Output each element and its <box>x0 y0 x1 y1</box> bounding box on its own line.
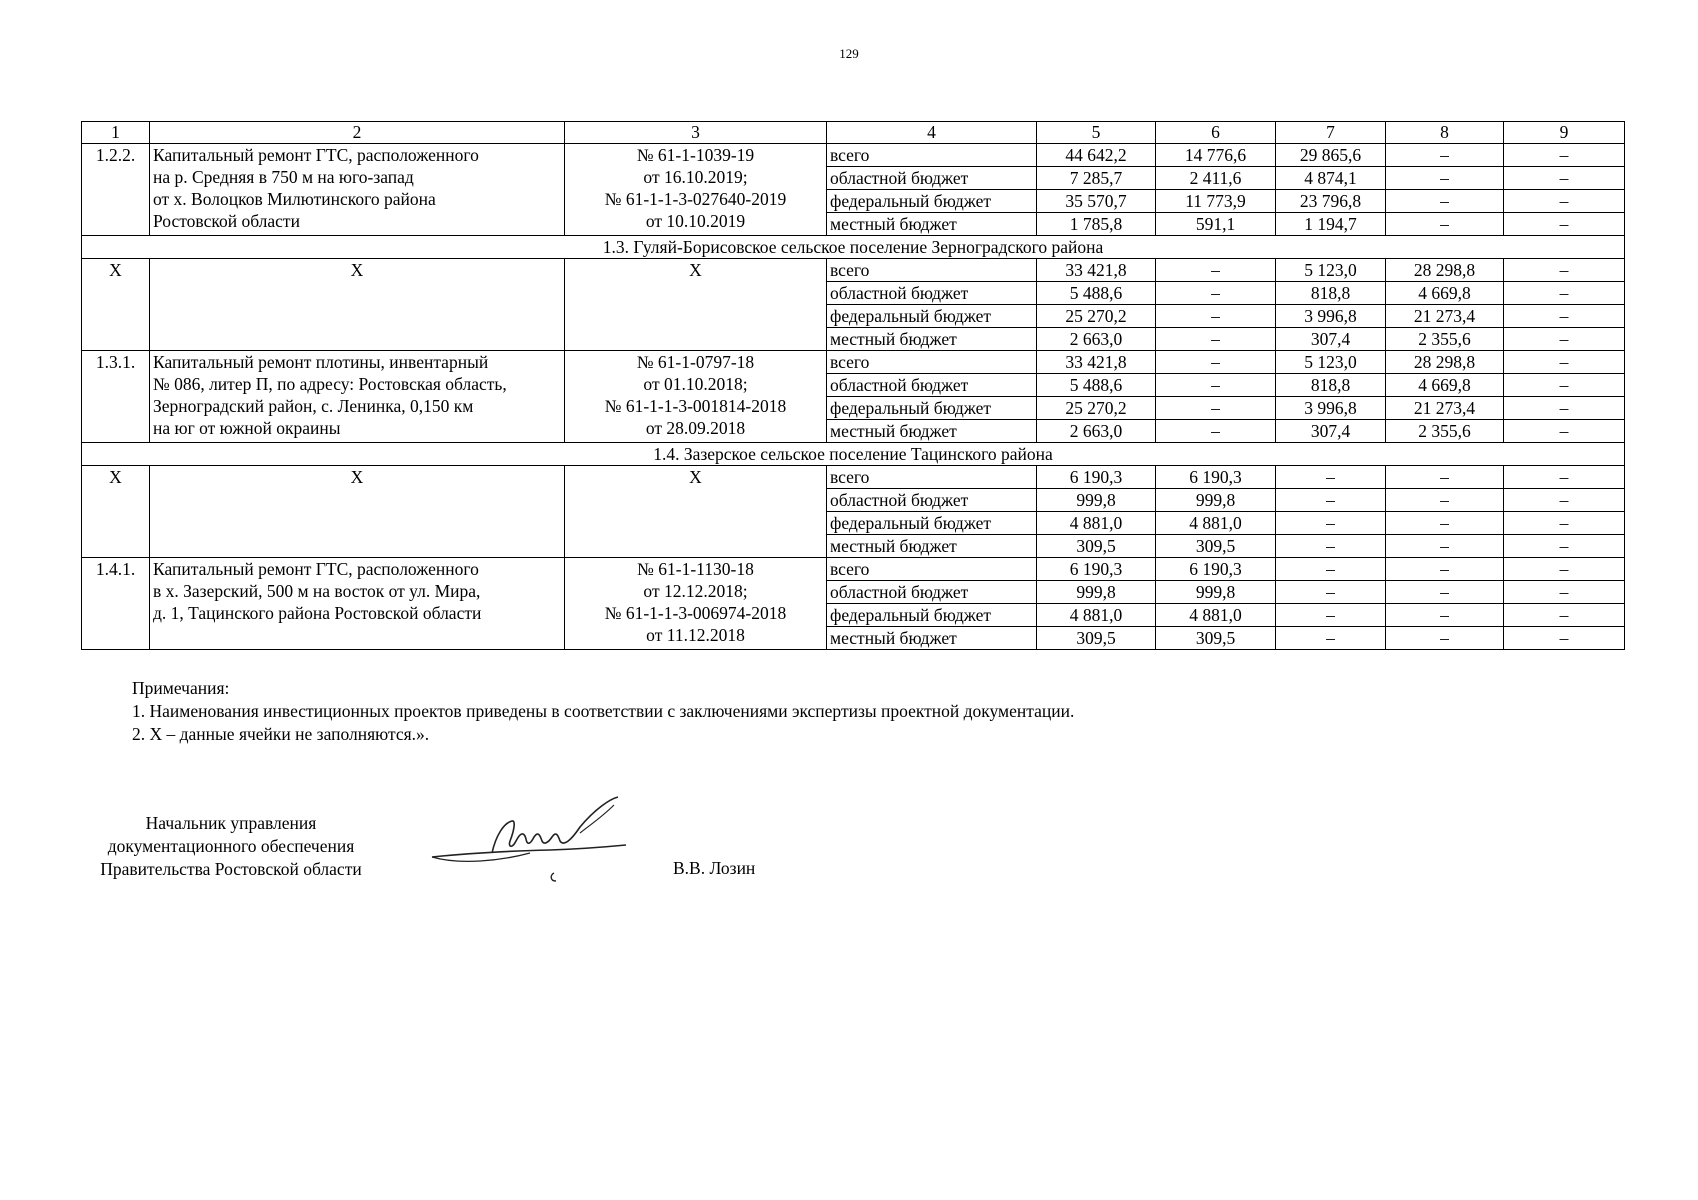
amount-value: 44 642,2 <box>1037 144 1156 167</box>
empty-value: – <box>1504 374 1625 397</box>
column-header: 8 <box>1386 122 1504 144</box>
project-number: 1.3.1. <box>82 351 150 443</box>
empty-value: – <box>1386 144 1504 167</box>
project-document-line: № 61-1-1-3-001814-2018 <box>604 396 787 416</box>
amount-value: 309,5 <box>1037 535 1156 558</box>
amount-value: 4 669,8 <box>1386 374 1504 397</box>
empty-value: – <box>1276 466 1386 489</box>
amount-value: 4 881,0 <box>1037 604 1156 627</box>
project-document-line: от 10.10.2019 <box>645 211 746 231</box>
project-number: 1.2.2. <box>82 144 150 236</box>
project-number: 1.4.1. <box>82 558 150 650</box>
empty-value: – <box>1504 282 1625 305</box>
amount-value: 14 776,6 <box>1156 144 1276 167</box>
empty-value: – <box>1504 627 1625 650</box>
project-document-line: № 61-1-1-3-006974-2018 <box>604 603 787 623</box>
x-mark-documents: X <box>565 259 827 351</box>
budget-category: местный бюджет <box>827 420 1037 443</box>
table-header-row <box>82 122 1625 144</box>
empty-value: – <box>1386 167 1504 190</box>
amount-value: 5 123,0 <box>1276 259 1386 282</box>
budget-category: всего <box>827 466 1037 489</box>
x-mark-documents: X <box>565 466 827 558</box>
amount-value: 2 663,0 <box>1037 328 1156 351</box>
amount-value: 5 488,6 <box>1037 282 1156 305</box>
note-item: 1. Наименования инвестиционных проектов приведены в соответствии с заключениями экспертизы проектной документации. <box>132 701 1075 721</box>
signatory-title-line: документационного обеспечения <box>107 836 355 856</box>
budget-category: всего <box>827 351 1037 374</box>
empty-value: – <box>1504 305 1625 328</box>
amount-value: 35 570,7 <box>1037 190 1156 213</box>
notes <box>132 677 1074 746</box>
project-document-line: № 61-1-0797-18 <box>636 352 755 372</box>
budget-category: всего <box>827 144 1037 167</box>
amount-value: 309,5 <box>1156 535 1276 558</box>
x-mark-number: X <box>82 466 150 558</box>
amount-value: 33 421,8 <box>1037 259 1156 282</box>
budget-category: областной бюджет <box>827 374 1037 397</box>
amount-value: 591,1 <box>1156 213 1276 236</box>
project-document-line: № 61-1-1130-18 <box>637 559 754 579</box>
empty-value: – <box>1504 144 1625 167</box>
empty-value: – <box>1276 581 1386 604</box>
amount-value: 1 194,7 <box>1276 213 1386 236</box>
project-document-line: от 11.12.2018 <box>646 625 745 645</box>
amount-value: 29 865,6 <box>1276 144 1386 167</box>
empty-value: – <box>1504 535 1625 558</box>
column-header: 9 <box>1504 122 1625 144</box>
empty-value: – <box>1386 581 1504 604</box>
empty-value: – <box>1276 512 1386 535</box>
budget-category: местный бюджет <box>827 535 1037 558</box>
empty-value: – <box>1276 604 1386 627</box>
empty-value: – <box>1276 489 1386 512</box>
project-name-line: от х. Волоцков Милютинского района <box>153 189 436 209</box>
amount-value: 7 285,7 <box>1037 167 1156 190</box>
amount-value: 5 123,0 <box>1276 351 1386 374</box>
empty-value: – <box>1386 190 1504 213</box>
project-name <box>150 558 565 650</box>
section-title: 1.4. Зазерское сельское поселение Тацинского района <box>82 443 1625 466</box>
amount-value: 6 190,3 <box>1037 466 1156 489</box>
project-name-line: д. 1, Тацинского района Ростовской области <box>153 603 482 623</box>
empty-value: – <box>1156 259 1276 282</box>
empty-value: – <box>1386 489 1504 512</box>
signatory-title <box>81 812 381 881</box>
column-header: 1 <box>82 122 150 144</box>
budget-category: федеральный бюджет <box>827 190 1037 213</box>
amount-value: 4 874,1 <box>1276 167 1386 190</box>
amount-value: 4 881,0 <box>1156 604 1276 627</box>
amount-value: 23 796,8 <box>1276 190 1386 213</box>
amount-value: 2 663,0 <box>1037 420 1156 443</box>
empty-value: – <box>1386 512 1504 535</box>
empty-value: – <box>1156 351 1276 374</box>
empty-value: – <box>1504 558 1625 581</box>
amount-value: 2 411,6 <box>1156 167 1276 190</box>
amount-value: 999,8 <box>1037 581 1156 604</box>
empty-value: – <box>1504 190 1625 213</box>
amount-value: 307,4 <box>1276 328 1386 351</box>
amount-value: 2 355,6 <box>1386 328 1504 351</box>
empty-value: – <box>1386 213 1504 236</box>
x-mark-name: X <box>150 259 565 351</box>
amount-value: 818,8 <box>1276 374 1386 397</box>
budget-category: федеральный бюджет <box>827 305 1037 328</box>
budget-category: областной бюджет <box>827 167 1037 190</box>
empty-value: – <box>1156 397 1276 420</box>
budget-category: федеральный бюджет <box>827 397 1037 420</box>
budget-table <box>81 121 1625 650</box>
project-name-line: Ростовской области <box>153 211 300 231</box>
amount-value: 21 273,4 <box>1386 397 1504 420</box>
project-document-line: от 28.09.2018 <box>645 418 746 438</box>
empty-value: – <box>1504 581 1625 604</box>
amount-value: 33 421,8 <box>1037 351 1156 374</box>
amount-value: 309,5 <box>1037 627 1156 650</box>
signatory-name: В.В. Лозин <box>673 858 756 878</box>
empty-value: – <box>1156 420 1276 443</box>
signatory-title-line: Начальник управления <box>145 813 317 833</box>
empty-value: – <box>1386 627 1504 650</box>
amount-value: 4 881,0 <box>1156 512 1276 535</box>
signatory-title-line: Правительства Ростовской области <box>100 859 362 879</box>
column-header: 4 <box>827 122 1037 144</box>
project-row <box>82 144 1625 167</box>
budget-category: местный бюджет <box>827 627 1037 650</box>
project-documents <box>565 558 827 650</box>
budget-category: областной бюджет <box>827 489 1037 512</box>
amount-value: 6 190,3 <box>1037 558 1156 581</box>
empty-value: – <box>1504 466 1625 489</box>
amount-value: 28 298,8 <box>1386 259 1504 282</box>
budget-category: областной бюджет <box>827 581 1037 604</box>
amount-value: 11 773,9 <box>1156 190 1276 213</box>
project-documents <box>565 144 827 236</box>
amount-value: 1 785,8 <box>1037 213 1156 236</box>
project-name-line: № 086, литер П, по адресу: Ростовская область, <box>153 374 507 394</box>
amount-value: 4 881,0 <box>1037 512 1156 535</box>
project-name-line: Капитальный ремонт плотины, инвентарный <box>153 352 489 372</box>
amount-value: 999,8 <box>1156 489 1276 512</box>
project-name-line: на юг от южной окраины <box>153 418 341 438</box>
page-number: 129 <box>839 46 859 61</box>
x-mark-name: X <box>150 466 565 558</box>
amount-value: 5 488,6 <box>1037 374 1156 397</box>
project-document-line: от 01.10.2018; <box>643 374 748 394</box>
empty-value: – <box>1504 259 1625 282</box>
empty-value: – <box>1276 627 1386 650</box>
project-name <box>150 351 565 443</box>
project-name <box>150 144 565 236</box>
project-name-line: Капитальный ремонт ГТС, расположенного <box>153 145 479 165</box>
summary-row <box>82 259 1625 282</box>
project-name-line: Капитальный ремонт ГТС, расположенного <box>153 559 479 579</box>
amount-value: 818,8 <box>1276 282 1386 305</box>
empty-value: – <box>1276 558 1386 581</box>
budget-category: федеральный бюджет <box>827 512 1037 535</box>
amount-value: 309,5 <box>1156 627 1276 650</box>
empty-value: – <box>1386 466 1504 489</box>
table-body <box>82 144 1625 650</box>
section-row <box>82 236 1625 259</box>
amount-value: 28 298,8 <box>1386 351 1504 374</box>
empty-value: – <box>1504 604 1625 627</box>
project-documents <box>565 351 827 443</box>
budget-category: местный бюджет <box>827 213 1037 236</box>
amount-value: 999,8 <box>1156 581 1276 604</box>
empty-value: – <box>1156 305 1276 328</box>
column-header: 2 <box>150 122 565 144</box>
notes-heading: Примечания: <box>132 678 230 698</box>
empty-value: – <box>1504 489 1625 512</box>
column-header: 6 <box>1156 122 1276 144</box>
empty-value: – <box>1386 535 1504 558</box>
empty-value: – <box>1504 512 1625 535</box>
empty-value: – <box>1276 535 1386 558</box>
empty-value: – <box>1156 374 1276 397</box>
amount-value: 2 355,6 <box>1386 420 1504 443</box>
x-mark-number: X <box>82 259 150 351</box>
budget-category: всего <box>827 259 1037 282</box>
empty-value: – <box>1156 328 1276 351</box>
empty-value: – <box>1386 558 1504 581</box>
amount-value: 4 669,8 <box>1386 282 1504 305</box>
empty-value: – <box>1386 604 1504 627</box>
empty-value: – <box>1156 282 1276 305</box>
column-header: 7 <box>1276 122 1386 144</box>
empty-value: – <box>1504 328 1625 351</box>
project-row <box>82 558 1625 581</box>
empty-value: – <box>1504 167 1625 190</box>
summary-row <box>82 466 1625 489</box>
budget-category: всего <box>827 558 1037 581</box>
amount-value: 25 270,2 <box>1037 305 1156 328</box>
project-name-line: на р. Средняя в 750 м на юго-запад <box>153 167 414 187</box>
amount-value: 999,8 <box>1037 489 1156 512</box>
project-document-line: от 16.10.2019; <box>643 167 748 187</box>
amount-value: 3 996,8 <box>1276 397 1386 420</box>
amount-value: 25 270,2 <box>1037 397 1156 420</box>
project-name-line: Зерноградский район, с. Ленинка, 0,150 км <box>153 396 474 416</box>
project-document-line: от 12.12.2018; <box>643 581 748 601</box>
project-document-line: № 61-1-1-3-027640-2019 <box>604 189 787 209</box>
note-item: 2. X – данные ячейки не заполняются.». <box>132 724 430 744</box>
column-header: 5 <box>1037 122 1156 144</box>
empty-value: – <box>1504 351 1625 374</box>
section-title: 1.3. Гуляй-Борисовское сельское поселение Зерноградского района <box>82 236 1625 259</box>
empty-value: – <box>1504 420 1625 443</box>
amount-value: 3 996,8 <box>1276 305 1386 328</box>
budget-category: федеральный бюджет <box>827 604 1037 627</box>
budget-category: местный бюджет <box>827 328 1037 351</box>
empty-value: – <box>1504 397 1625 420</box>
column-header: 3 <box>565 122 827 144</box>
project-row <box>82 351 1625 374</box>
project-document-line: № 61-1-1039-19 <box>636 145 755 165</box>
section-row <box>82 443 1625 466</box>
amount-value: 6 190,3 <box>1156 466 1276 489</box>
amount-value: 307,4 <box>1276 420 1386 443</box>
amount-value: 6 190,3 <box>1156 558 1276 581</box>
amount-value: 21 273,4 <box>1386 305 1504 328</box>
budget-category: областной бюджет <box>827 282 1037 305</box>
handwritten-signature <box>430 795 660 905</box>
empty-value: – <box>1504 213 1625 236</box>
project-name-line: в х. Зазерский, 500 м на восток от ул. Мира, <box>153 581 481 601</box>
